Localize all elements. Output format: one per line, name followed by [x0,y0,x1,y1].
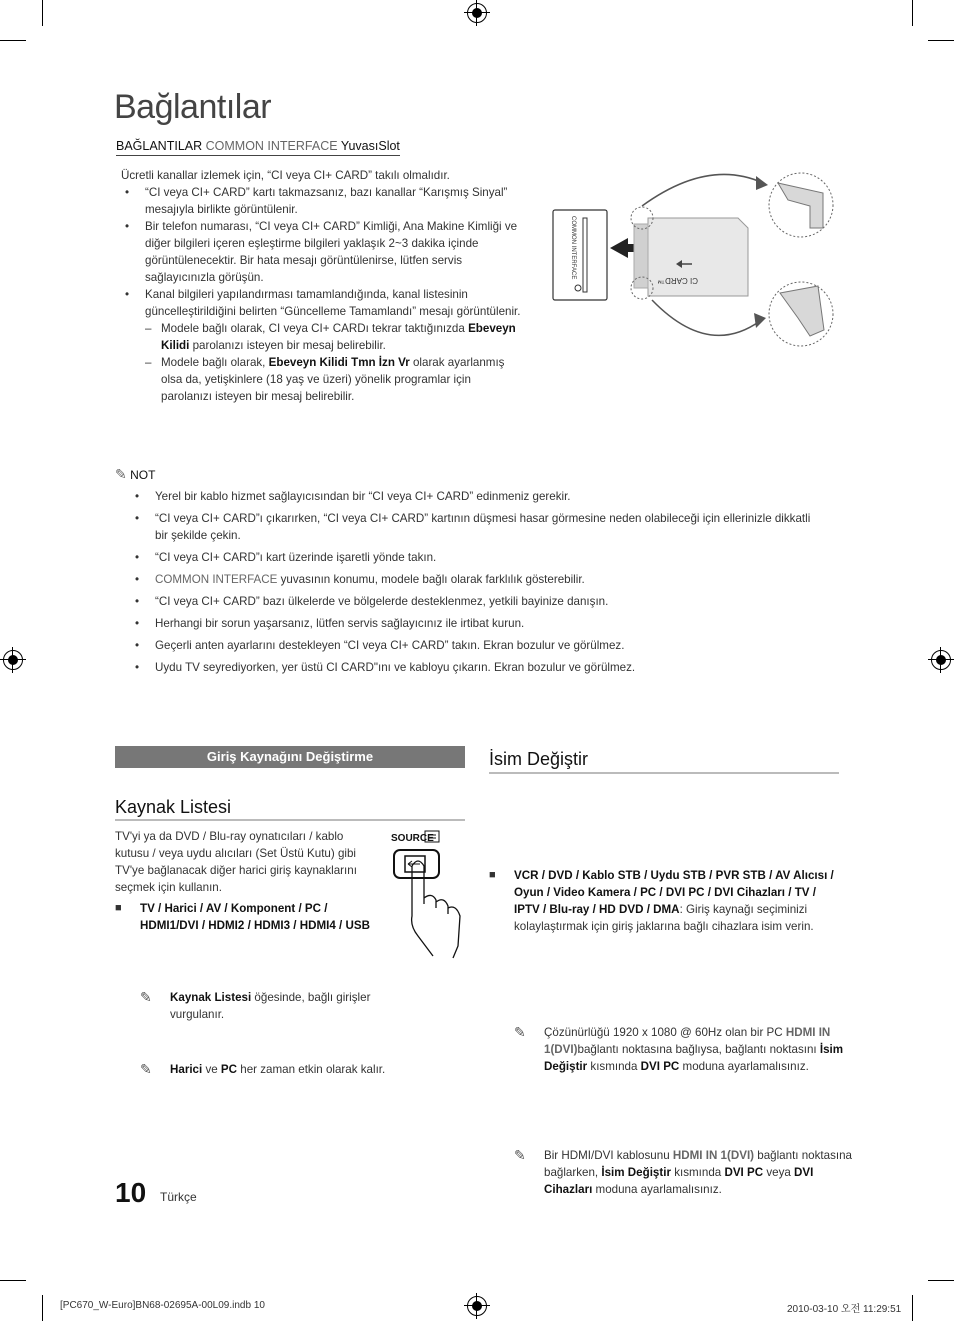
source-label: SOURCE [391,833,434,844]
list-item [117,354,522,405]
page-title: Bağlantılar [114,88,272,126]
source-button-illustration [388,826,468,961]
pencil-icon: ✎ [514,1147,526,1163]
source-list-item [115,900,385,934]
note-item: ✎ Bir HDMI/DVI kablosunu HDMI IN 1(DVI) bağlantı noktasına bağlarken, İsim Değiştir kısmında DVI PC veya DVI Cihazları moduna ayarlamalısınız. [514,1147,853,1196]
note-list [127,488,817,681]
crop-mark [0,40,26,41]
registration-mark-icon [931,650,951,670]
list-item: • Kanal bilgileri yapılandırması tamamlandığında, kanal listesinin güncelleştirildiğini belirten “Güncelleme Tamamlandı” mesajı görüntülenir. [117,286,522,320]
list-item: • “CI veya CI+ CARD” kartı takmazsanız, bazı kanallar “Karışmış Sinyal” mesajıyla birlikte görüntülenir. [117,184,522,218]
list-item: • Uydu TV seyrediyorken, yer üstü CI CARD"ını ve kabloyu çıkarın. Ekran bozulur ve görülmez. [127,659,817,676]
note-item: ✎ Çözünürlüğü 1920 x 1080 @ 60Hz olan bir PC HDMI IN 1(DVI)bağlantı noktasına bağlıysa, bağlantı noktasını İsim Değiştir kısmında DVI PC moduna ayarlamalısınız. [514,1024,844,1073]
pencil-icon: ✎ [140,989,152,1005]
dash-bold: Ebeveyn Kilidi [161,322,516,352]
crop-mark [42,0,43,26]
subtitle-part1: BAĞLANTILAR [116,139,203,153]
heading-rule [115,819,465,821]
registration-mark-icon [467,3,487,23]
pencil-icon: ✎ [115,466,127,482]
list-item: • COMMON INTERFACE yuvasının konumu, modele bağlı olarak farklılık gösterebilir. [127,571,817,588]
crop-mark [0,1280,26,1281]
section-bar: Giriş Kaynağını Değiştirme [115,746,465,768]
isim-degistir-heading: İsim Değiştir [489,749,589,769]
bullet-list [117,184,522,320]
list-item: • Bir telefon numarası, “CI veya CI+ CARD” Kimliği, Ana Makine Kimliği ve diğer bilgileri içeren eşleştirme bilgileri yaklaşık 2~3 dakika içinde görüntülenecektir. Bir hata mesajı görüntülenirse, lütfen servis sağlayıcınızla görüşün. [117,218,522,286]
page-number: 10 [115,1177,147,1208]
footer-file-info: [PC670_W-Euro]BN68-02695A-00L09.indb 10 [60,1300,265,1311]
subtitle-part3: YuvasıSlot [340,139,400,153]
card-label: CI CARD™ [657,276,698,285]
crop-mark [912,1295,913,1321]
ci-card-instructions [117,167,522,405]
slot-label: COMMON INTERFACE [570,216,576,280]
dash-list [117,320,522,405]
crop-mark [928,40,954,41]
dash-text: parolanızı isteyen bir mesaj belirebilir. [192,339,386,352]
pencil-icon: ✎ [514,1024,526,1040]
language-label: Türkçe [160,1190,197,1204]
crop-mark [912,0,913,26]
kaynak-listesi-heading: Kaynak Listesi [115,797,232,817]
note-header [115,466,155,483]
list-item [117,320,522,354]
kaynak-listesi-text: TV'yi ya da DVD / Blu-ray oynatıcıları / kablo kutusu / veya uydu alıcıları (Set Üstü Kutu) gibi TV'ye bağlanacak diğer harici giriş kaynaklarını seçmek için kullanın. [115,830,357,894]
footer-timestamp: 2010-03-10 오전 11:29:51 [787,1304,902,1315]
registration-mark-icon [467,1296,487,1316]
note-item: ✎ Kaynak Listesi öğesinde, bağlı girişler vurgulanır. [140,989,371,1021]
registration-mark-icon [3,650,23,670]
list-item: • “CI veya CI+ CARD”ı kart üzerinde işaretli yönde takın. [127,549,817,566]
ci-card-illustration [548,168,838,353]
heading-rule [489,772,839,774]
list-item: • Geçerli anten ayarlarını destekleyen “CI veya CI+ CARD” takın. Ekran bozulur ve görülmez. [127,637,817,654]
dash-text: olarak ayarlanmış olsa da, yetişkinlere (18 yaş ve üzeri) yönelik programlar için parolanızı isteyen bir mesaj belirebilir. [161,356,505,403]
dash-bold: Ebeveyn Kilidi Tmn İzn Vr [268,356,410,369]
note-label: NOT [130,468,156,482]
rename-list-item [489,867,844,935]
note-item: ✎ Harici ve PC her zaman etkin olarak kalır. [140,1061,386,1077]
list-item: • “CI veya CI+ CARD”ı çıkarırken, “CI veya CI+ CARD” kartının düşmesi hasar görmesine neden olabileceği için ellerinizle dikkatli bir şekilde çekin. [127,510,817,544]
list-item: • Yerel bir kablo hizmet sağlayıcısından bir “CI veya CI+ CARD” edinmeniz gerekir. [127,488,817,505]
subtitle-part2: COMMON INTERFACE [205,139,338,153]
source-options: TV / Harici / AV / Komponent / PC / HDMI1/DVI / HDMI2 / HDMI3 / HDMI4 / USB [140,902,370,932]
item-description: : Giriş kaynağı seçiminizi kolaylaştırmak için giriş jaklarına bağlı cihazlara isim verin. [514,903,814,933]
dash-text: Modele bağlı olarak, CI veya CI+ CARDı tekrar taktığınızda [161,322,465,335]
crop-mark [42,1295,43,1321]
pencil-icon: ✎ [140,1061,152,1077]
section-subtitle [116,139,400,156]
list-item: • Herhangi bir sorun yaşarsanız, lütfen servis sağlayıcınız ile irtibat kurun. [127,615,817,632]
crop-mark [928,1280,954,1281]
list-item: • “CI veya CI+ CARD” bazı ülkelerde ve bölgelerde desteklenmez, yetkili bayinize danışın. [127,593,817,610]
device-options: VCR / DVD / Kablo STB / Uydu STB / PVR STB / AV Alıcısı / Oyun / Video Kamera / PC / DVI PC / DVI Cihazları / TV / IPTV / Blu-ray / HD DVD / DMA [514,869,834,916]
dash-text: Modele bağlı olarak, [161,356,266,369]
intro-text: Ücretli kanallar izlemek için, “CI veya CI+ CARD” takılı olmalıdır. [121,169,450,182]
